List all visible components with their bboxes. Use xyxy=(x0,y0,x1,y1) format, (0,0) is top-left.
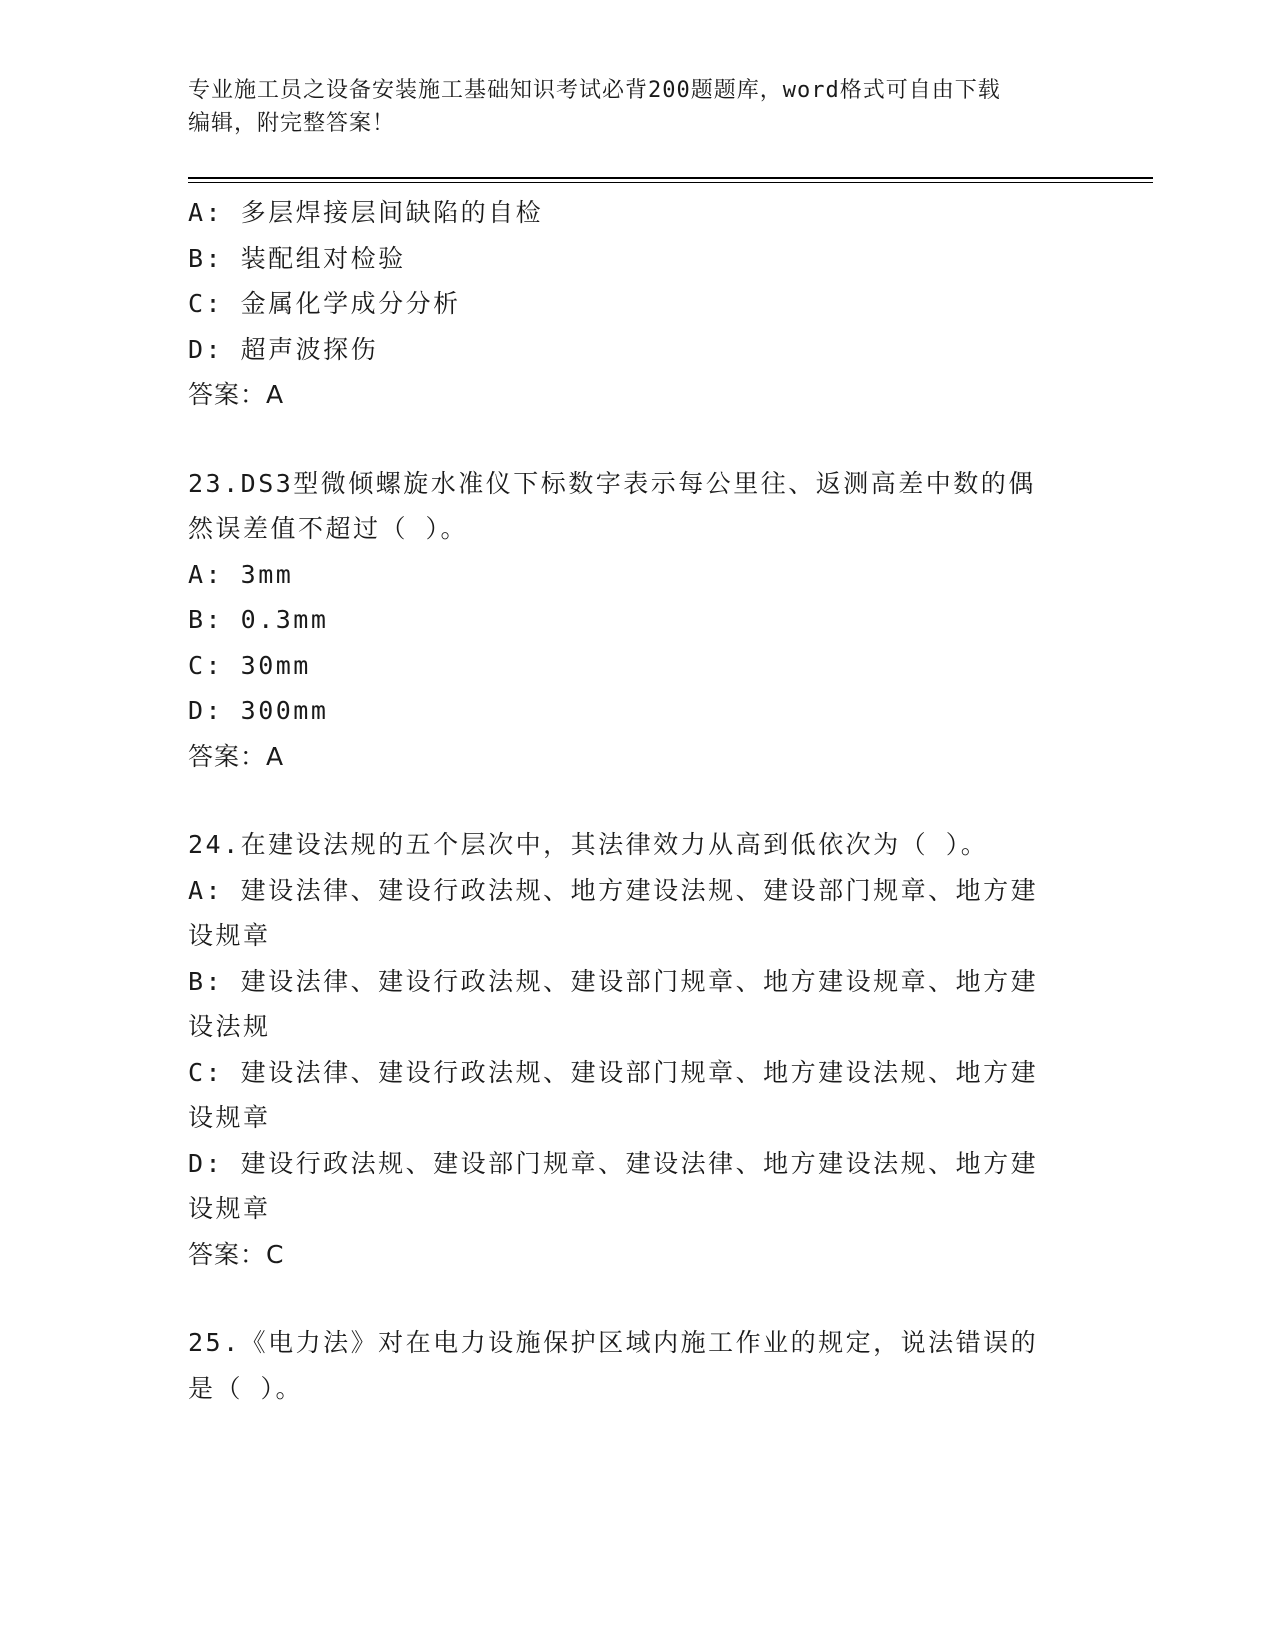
q23-option-d: D: 300mm xyxy=(188,696,329,725)
q23-answer: 答案：A xyxy=(188,741,285,771)
document-header xyxy=(188,74,1068,140)
header-title-line-1: 专业施工员之设备安装施工基础知识考试必背200题题库，word格式可自由下载 xyxy=(188,78,1001,103)
q22-answer: 答案：A xyxy=(188,380,285,409)
spacer xyxy=(188,779,1088,822)
q24-option-a-line-2: 设规章 xyxy=(188,921,271,950)
question-content xyxy=(188,190,1088,1411)
q25-stem-line-1: 25.《电力法》对在电力设施保护区域内施工作业的规定，说法错误的 xyxy=(188,1328,1039,1357)
q24-stem: 24.在建设法规的五个层次中，其法律效力从高到低依次为（ ）。 xyxy=(188,830,989,859)
question-24-block xyxy=(188,822,1088,1277)
q22-option-d: D: 超声波探伤 xyxy=(188,334,379,364)
question-22-block xyxy=(188,190,1088,418)
q23-option-b: B: 0.3mm xyxy=(188,605,329,634)
q22-option-b: B: 装配组对检验 xyxy=(188,243,406,273)
question-23-block xyxy=(188,461,1088,780)
q25-stem-line-2: 是（ ）。 xyxy=(188,1373,304,1403)
q24-option-d-line-2: 设规章 xyxy=(188,1194,271,1223)
q24-option-b-line-1: B: 建设法律、建设行政法规、建设部门规章、地方建设规章、地方建 xyxy=(188,966,1039,996)
q23-stem-line-1: 23.DS3型微倾螺旋水准仪下标数字表示每公里往、返测高差中数的偶 xyxy=(188,468,1036,498)
q23-option-c: C: 30mm xyxy=(188,650,311,680)
q24-option-c-line-2: 设规章 xyxy=(188,1103,271,1132)
q24-answer: 答案：C xyxy=(188,1239,285,1269)
q24-option-a-line-1: A: 建设法律、建设行政法规、地方建设法规、建设部门规章、地方建 xyxy=(188,875,1039,905)
header-divider-thick xyxy=(188,177,1153,179)
q24-option-b-line-2: 设法规 xyxy=(188,1012,271,1041)
header-divider-thin xyxy=(188,182,1153,183)
q24-option-c-line-1: C: 建设法律、建设行政法规、建设部门规章、地方建设法规、地方建 xyxy=(188,1057,1039,1087)
q23-option-a: A: 3mm xyxy=(188,559,294,589)
q22-option-a: A: 多层焊接层间缺陷的自检 xyxy=(188,198,544,227)
spacer xyxy=(188,418,1088,461)
q24-option-d-line-1: D: 建设行政法规、建设部门规章、建设法律、地方建设法规、地方建 xyxy=(188,1148,1039,1178)
question-25-block xyxy=(188,1320,1088,1411)
header-title-line-2: 编辑，附完整答案！ xyxy=(188,111,396,136)
q22-option-c: C: 金属化学成分分析 xyxy=(188,289,461,318)
spacer xyxy=(188,1277,1088,1320)
q23-stem-line-2: 然误差值不超过（ ）。 xyxy=(188,514,469,543)
